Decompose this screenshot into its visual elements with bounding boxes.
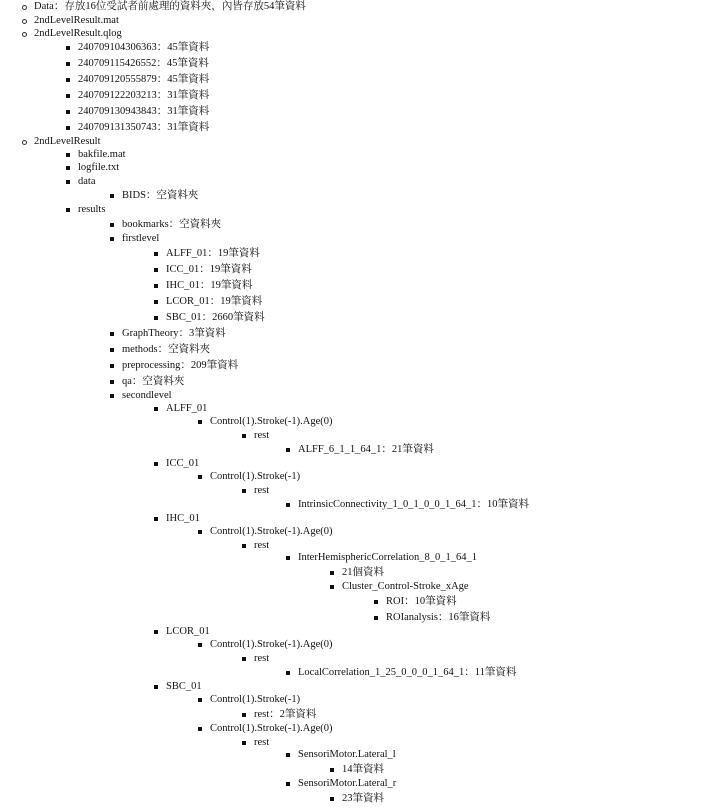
filled-square-bullet-icon [66, 180, 70, 184]
tree-item-label: 240709130943843：31筆資料 [78, 106, 210, 117]
filled-square-bullet-icon [154, 517, 158, 521]
filled-square-bullet-icon [198, 727, 202, 731]
tree-item-label: Control(1).Stroke(-1) [210, 694, 301, 705]
filled-square-bullet-icon [154, 316, 158, 320]
filled-square-bullet-icon [286, 671, 290, 675]
tree-item-label: rest [254, 737, 270, 748]
tree-item-label: 240709120555879：45筆資料 [78, 74, 210, 85]
tree-item-label: 240709104306363：45筆資料 [78, 42, 210, 53]
tree-item-label: data [78, 176, 96, 187]
tree-item-label: IHC_01 [166, 513, 200, 524]
filled-square-bullet-icon [242, 434, 246, 438]
tree-item-label: 14筆資料 [342, 764, 384, 775]
tree-item-label: rest [254, 430, 270, 441]
tree-item-label: qa：空資料夾 [122, 376, 185, 387]
filled-square-bullet-icon [154, 462, 158, 466]
filled-square-bullet-icon [198, 643, 202, 647]
tree-item-label: 21個資料 [342, 567, 384, 578]
tree-item-label: Cluster_Control-Stroke_xAge [342, 581, 469, 592]
filled-square-bullet-icon [198, 530, 202, 534]
tree-item-label: ROI：10筆資料 [386, 596, 457, 607]
filled-square-bullet-icon [286, 753, 290, 757]
filled-square-bullet-icon [286, 782, 290, 786]
filled-square-bullet-icon [66, 126, 70, 130]
tree-item-label: SensoriMotor.Lateral_l [298, 749, 396, 760]
filled-square-bullet-icon [154, 252, 158, 256]
filled-square-bullet-icon [154, 300, 158, 304]
filled-square-bullet-icon [110, 348, 114, 352]
filled-square-bullet-icon [66, 110, 70, 114]
tree-item-label: 2ndLevelResult [34, 136, 101, 147]
filled-square-bullet-icon [154, 630, 158, 634]
tree-item-label: results [78, 204, 106, 215]
filled-square-bullet-icon [154, 284, 158, 288]
filled-square-bullet-icon [242, 713, 246, 717]
tree-item-label: SBC_01：2660筆資料 [166, 312, 265, 323]
tree-item-label: rest [254, 485, 270, 496]
filled-square-bullet-icon [66, 46, 70, 50]
tree-item-label: LocalCorrelation_1_25_0_0_0_1_64_1：11筆資料 [298, 667, 517, 678]
tree-item-label: Control(1).Stroke(-1).Age(0) [210, 526, 333, 537]
tree-item-label: InterHemisphericCorrelation_8_0_1_64_1 [298, 552, 478, 563]
tree-item-label: firstlevel [122, 233, 160, 244]
tree-item-label: GraphTheory：3筆資料 [122, 328, 226, 339]
tree-item-label: Control(1).Stroke(-1).Age(0) [210, 416, 333, 427]
tree-item-label: ALFF_6_1_1_64_1：21筆資料 [298, 444, 434, 455]
tree-item-label: 2ndLevelResult.mat [34, 15, 119, 26]
filled-square-bullet-icon [110, 194, 114, 198]
filled-square-bullet-icon [66, 62, 70, 66]
filled-square-bullet-icon [330, 585, 334, 589]
filled-square-bullet-icon [154, 407, 158, 411]
filled-square-bullet-icon [110, 380, 114, 384]
tree-item-label: IHC_01：19筆資料 [166, 280, 253, 291]
filled-square-bullet-icon [242, 741, 246, 745]
tree-item-label: Data：存放16位受試者前處理的資料夾，內皆存放54筆資料 [34, 1, 306, 12]
tree-item-label: LCOR_01：19筆資料 [166, 296, 263, 307]
tree-item-label: ICC_01：19筆資料 [166, 264, 252, 275]
filled-square-bullet-icon [242, 544, 246, 548]
filled-square-bullet-icon [66, 208, 70, 212]
filled-square-bullet-icon [286, 503, 290, 507]
tree-item-label: methods：空資料夾 [122, 344, 211, 355]
filled-square-bullet-icon [66, 94, 70, 98]
filled-square-bullet-icon [286, 556, 290, 560]
tree-item-label: BIDS：空資料夾 [122, 190, 199, 201]
hollow-circle-bullet-icon [22, 5, 27, 10]
tree-item-label: rest [254, 540, 270, 551]
tree-item-label: ALFF_01：19筆資料 [166, 248, 260, 259]
tree-item-label: ROIanalysis：16筆資料 [386, 612, 491, 623]
filled-square-bullet-icon [198, 420, 202, 424]
hollow-circle-bullet-icon [22, 32, 27, 37]
filled-square-bullet-icon [198, 475, 202, 479]
tree-item-label: 240709122203213：31筆資料 [78, 90, 210, 101]
tree-item-label: IntrinsicConnectivity_1_0_1_0_0_1_64_1：10筆資料 [298, 499, 529, 510]
filled-square-bullet-icon [330, 797, 334, 801]
filled-square-bullet-icon [110, 364, 114, 368]
tree-item-label: 23筆資料 [342, 793, 384, 804]
tree-item-label: ICC_01 [166, 458, 200, 469]
filled-square-bullet-icon [110, 237, 114, 241]
tree-item-label: Control(1).Stroke(-1).Age(0) [210, 639, 333, 650]
tree-item-label: logfile.txt [78, 162, 120, 173]
filled-square-bullet-icon [374, 616, 378, 620]
tree-item-label: rest：2筆資料 [254, 709, 317, 720]
filled-square-bullet-icon [110, 223, 114, 227]
tree-item-label: preprocessing：209筆資料 [122, 360, 239, 371]
tree-item-label: Control(1).Stroke(-1) [210, 471, 301, 482]
tree-item-label: rest [254, 653, 270, 664]
tree-item-label: ALFF_01 [166, 403, 208, 414]
filled-square-bullet-icon [154, 268, 158, 272]
tree-item-label: Control(1).Stroke(-1).Age(0) [210, 723, 333, 734]
filled-square-bullet-icon [198, 698, 202, 702]
filled-square-bullet-icon [66, 166, 70, 170]
tree-item-label: secondlevel [122, 390, 172, 401]
tree-item-label: 240709115426552：45筆資料 [78, 58, 209, 69]
tree-item-label: bakfile.mat [78, 149, 126, 160]
tree-item-label: bookmarks：空資料夾 [122, 219, 222, 230]
tree-item-label: LCOR_01 [166, 626, 210, 637]
hollow-circle-bullet-icon [22, 19, 27, 24]
filled-square-bullet-icon [286, 448, 290, 452]
filled-square-bullet-icon [110, 394, 114, 398]
filled-square-bullet-icon [374, 600, 378, 604]
filled-square-bullet-icon [242, 489, 246, 493]
tree-item-label: 240709131350743：31筆資料 [78, 122, 210, 133]
tree-item-label: SBC_01 [166, 681, 202, 692]
filled-square-bullet-icon [66, 78, 70, 82]
tree-item-label: SensoriMotor.Lateral_r [298, 778, 397, 789]
filled-square-bullet-icon [242, 657, 246, 661]
tree-item-label: 2ndLevelResult.qlog [34, 28, 122, 39]
filled-square-bullet-icon [66, 153, 70, 157]
hollow-circle-bullet-icon [22, 140, 27, 145]
filled-square-bullet-icon [154, 685, 158, 689]
filled-square-bullet-icon [330, 571, 334, 575]
filled-square-bullet-icon [330, 768, 334, 772]
filled-square-bullet-icon [110, 332, 114, 336]
